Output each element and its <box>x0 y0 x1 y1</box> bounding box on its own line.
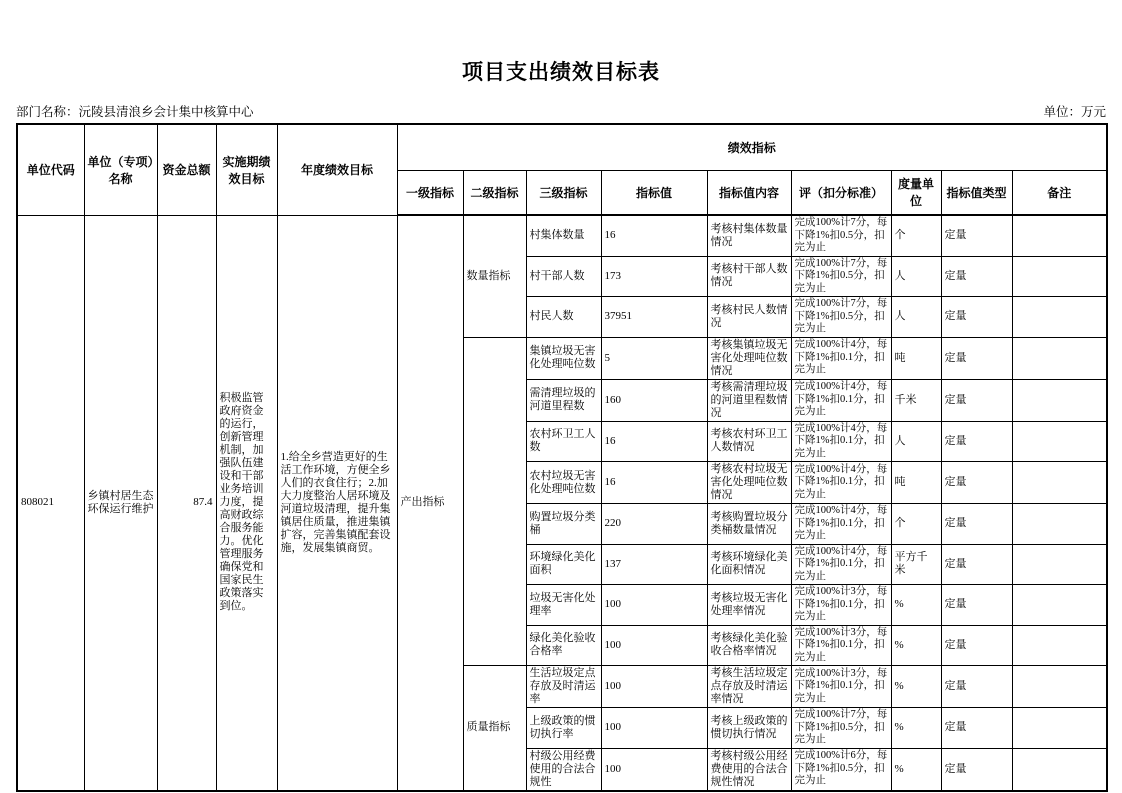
cell-value: 5 <box>601 337 707 379</box>
cell-value: 220 <box>601 504 707 545</box>
cell-scoring: 完成100%计7分，每下降1%扣0.5分，扣完为止 <box>791 215 891 256</box>
cell-level3: 绿化美化验收合格率 <box>526 625 601 666</box>
cell-unit-code: 808021 <box>17 215 84 791</box>
cell-remark <box>1012 421 1107 462</box>
header-impl-goal: 实施期绩效目标 <box>216 124 277 215</box>
cell-level3: 上级政策的惯切执行率 <box>526 708 601 749</box>
cell-level3: 购置垃圾分类桶 <box>526 504 601 545</box>
cell-level3: 村民人数 <box>526 297 601 338</box>
cell-value: 16 <box>601 421 707 462</box>
cell-type: 定量 <box>941 215 1012 256</box>
cell-scoring: 完成100%计7分，每下降1%扣0.5分，扣完为止 <box>791 297 891 338</box>
cell-content: 考核生活垃圾定点存放及时清运率情况 <box>707 666 791 708</box>
header-perf-indicators: 绩效指标 <box>397 124 1107 170</box>
cell-unit: % <box>891 708 941 749</box>
cell-scoring: 完成100%计3分，每下降1%扣0.1分，扣完为止 <box>791 585 891 626</box>
cell-value: 100 <box>601 625 707 666</box>
cell-level3: 村级公用经费使用的合法合规性 <box>526 748 601 791</box>
page-title: 项目支出绩效目标表 <box>462 60 660 84</box>
table-row <box>17 215 1107 256</box>
cell-unit: % <box>891 625 941 666</box>
header-value-type: 指标值类型 <box>941 170 1012 215</box>
cell-type: 定量 <box>941 504 1012 545</box>
cell-type: 定量 <box>941 462 1012 504</box>
cell-level3: 村干部人数 <box>526 256 601 297</box>
cell-unit: 个 <box>891 504 941 545</box>
cell-content: 考核农村环卫工人数情况 <box>707 421 791 462</box>
cell-remark <box>1012 297 1107 338</box>
cell-unit: % <box>891 585 941 626</box>
cell-value: 160 <box>601 379 707 421</box>
cell-content: 考核购置垃圾分类桶数量情况 <box>707 504 791 545</box>
header-remark: 备注 <box>1012 170 1107 215</box>
performance-target-table <box>16 123 1108 792</box>
header-indicator-content: 指标值内容 <box>707 170 791 215</box>
header-scoring-rule: 评（扣分标准） <box>791 170 891 215</box>
cell-remark <box>1012 462 1107 504</box>
cell-unit: 个 <box>891 215 941 256</box>
cell-remark <box>1012 337 1107 379</box>
cell-unit: % <box>891 666 941 708</box>
cell-impl-goal: 积极监管政府资金的运行，创新管理机制，加强队伍建设和干部业务培训力度，提高财政综合服务能力。优化管理服务确保党和国家民生政策落实到位。 <box>216 215 277 791</box>
cell-unit: % <box>891 748 941 791</box>
cell-type: 定量 <box>941 337 1012 379</box>
header-indicator-value: 指标值 <box>601 170 707 215</box>
cell-remark <box>1012 504 1107 545</box>
header-measure-unit: 度量单位 <box>891 170 941 215</box>
cell-value: 100 <box>601 748 707 791</box>
cell-type: 定量 <box>941 708 1012 749</box>
cell-content: 考核绿化美化验收合格率情况 <box>707 625 791 666</box>
cell-unit: 平方千米 <box>891 544 941 585</box>
cell-type: 定量 <box>941 748 1012 791</box>
cell-scoring: 完成100%计4分，每下降1%扣0.1分，扣完为止 <box>791 379 891 421</box>
header-level2: 二级指标 <box>463 170 526 215</box>
cell-scoring: 完成100%计4分，每下降1%扣0.1分，扣完为止 <box>791 337 891 379</box>
cell-value: 100 <box>601 666 707 708</box>
header-unit-code: 单位代码 <box>17 124 84 215</box>
cell-value: 16 <box>601 462 707 504</box>
cell-unit-name: 乡镇村居生态环保运行维护 <box>84 215 157 791</box>
cell-content: 考核村集体数量情况 <box>707 215 791 256</box>
header-level1: 一级指标 <box>397 170 463 215</box>
cell-type: 定量 <box>941 544 1012 585</box>
header-unit-name: 单位（专项）名称 <box>84 124 157 215</box>
cell-annual-goal: 1.给全乡营造更好的生活工作环境，方便全乡人们的衣食住行；2.加大力度整治人居环境及河道垃圾清理，提升集镇居住质量，推进集镇扩容，完善集镇配套设施，发展集镇商贸。 <box>277 215 397 791</box>
cell-remark <box>1012 379 1107 421</box>
cell-content: 考核集镇垃圾无害化处理吨位数情况 <box>707 337 791 379</box>
cell-value: 173 <box>601 256 707 297</box>
cell-unit: 人 <box>891 421 941 462</box>
cell-content: 考核农村垃圾无害化处理吨位数情况 <box>707 462 791 504</box>
cell-remark <box>1012 256 1107 297</box>
cell-scoring: 完成100%计6分，每下降1%扣0.5分，扣完为止 <box>791 748 891 791</box>
department-name: 部门名称：沅陵县清浪乡会计集中核算中心 <box>16 105 254 119</box>
cell-remark <box>1012 215 1107 256</box>
currency-unit-note: 单位：万元 <box>1043 105 1106 119</box>
cell-remark <box>1012 748 1107 791</box>
cell-content: 考核村干部人数情况 <box>707 256 791 297</box>
cell-value: 137 <box>601 544 707 585</box>
cell-type: 定量 <box>941 297 1012 338</box>
cell-type: 定量 <box>941 666 1012 708</box>
cell-level3: 需清理垃圾的河道里程数 <box>526 379 601 421</box>
cell-scoring: 完成100%计4分，每下降1%扣0.1分，扣完为止 <box>791 504 891 545</box>
cell-value: 100 <box>601 708 707 749</box>
cell-remark <box>1012 666 1107 708</box>
cell-level3: 生活垃圾定点存放及时清运率 <box>526 666 601 708</box>
cell-unit: 吨 <box>891 462 941 504</box>
header-level3: 三级指标 <box>526 170 601 215</box>
cell-content: 考核需清理垃圾的河道里程数情况 <box>707 379 791 421</box>
cell-content: 考核村级公用经费使用的合法合规性情况 <box>707 748 791 791</box>
header-row-1 <box>17 124 1107 170</box>
cell-scoring: 完成100%计7分，每下降1%扣0.5分，扣完为止 <box>791 256 891 297</box>
cell-total-fund: 87.4 <box>157 215 216 791</box>
cell-scoring: 完成100%计4分，每下降1%扣0.1分，扣完为止 <box>791 544 891 585</box>
cell-remark <box>1012 708 1107 749</box>
cell-level3: 农村垃圾无害化处理吨位数 <box>526 462 601 504</box>
meta-row <box>16 102 1106 120</box>
cell-level1-indicator: 产出指标 <box>397 215 463 791</box>
cell-content: 考核上级政策的惯切执行情况 <box>707 708 791 749</box>
cell-type: 定量 <box>941 421 1012 462</box>
cell-level2-quality: 质量指标 <box>463 666 526 791</box>
cell-remark <box>1012 625 1107 666</box>
cell-unit: 人 <box>891 297 941 338</box>
cell-type: 定量 <box>941 625 1012 666</box>
cell-unit: 吨 <box>891 337 941 379</box>
cell-level2-blank <box>463 337 526 666</box>
header-annual-goal: 年度绩效目标 <box>277 124 397 215</box>
cell-level3: 集镇垃圾无害化处理吨位数 <box>526 337 601 379</box>
cell-level2-quantity: 数量指标 <box>463 215 526 337</box>
cell-scoring: 完成100%计4分，每下降1%扣0.1分，扣完为止 <box>791 462 891 504</box>
cell-scoring: 完成100%计4分，每下降1%扣0.1分，扣完为止 <box>791 421 891 462</box>
cell-value: 100 <box>601 585 707 626</box>
cell-scoring: 完成100%计3分，每下降1%扣0.1分，扣完为止 <box>791 625 891 666</box>
cell-scoring: 完成100%计7分，每下降1%扣0.5分，扣完为止 <box>791 708 891 749</box>
cell-unit: 人 <box>891 256 941 297</box>
cell-unit: 千米 <box>891 379 941 421</box>
cell-level3: 村集体数量 <box>526 215 601 256</box>
cell-type: 定量 <box>941 379 1012 421</box>
cell-content: 考核环境绿化美化面积情况 <box>707 544 791 585</box>
cell-value: 16 <box>601 215 707 256</box>
header-total-fund: 资金总额 <box>157 124 216 215</box>
cell-level3: 垃圾无害化处理率 <box>526 585 601 626</box>
cell-level3: 农村环卫工人数 <box>526 421 601 462</box>
cell-type: 定量 <box>941 256 1012 297</box>
cell-content: 考核垃圾无害化处理率情况 <box>707 585 791 626</box>
cell-value: 37951 <box>601 297 707 338</box>
cell-remark <box>1012 585 1107 626</box>
cell-remark <box>1012 544 1107 585</box>
cell-type: 定量 <box>941 585 1012 626</box>
cell-level3: 环境绿化美化面积 <box>526 544 601 585</box>
cell-content: 考核村民人数情况 <box>707 297 791 338</box>
performance-table-wrap <box>16 123 1106 793</box>
cell-scoring: 完成100%计3分，每下降1%扣0.1分，扣完为止 <box>791 666 891 708</box>
